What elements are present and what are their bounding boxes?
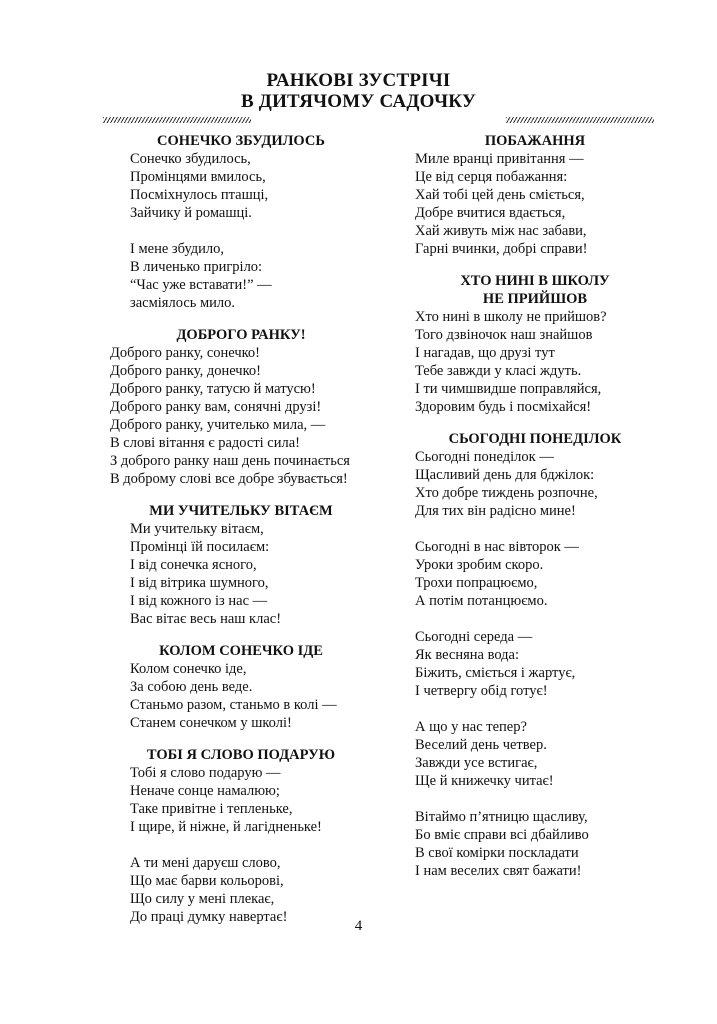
- poem-stanza: [415, 448, 655, 520]
- poem-heading-line: ХТО НИНІ В ШКОЛУ: [460, 273, 610, 289]
- poem-line: І нам веселих свят бажати!: [415, 863, 582, 879]
- poem-heading: [110, 746, 372, 764]
- poem-line: До праці думку навертає!: [130, 909, 288, 925]
- poem-line: Як весняна вода:: [415, 647, 520, 663]
- poem-heading: [110, 132, 372, 150]
- poem-line: Це від серця побажання:: [415, 169, 568, 185]
- poem-heading-line: СОНЕЧКО ЗБУДИЛОСЬ: [157, 133, 325, 149]
- page-title-line-2: В ДИТЯЧОМУ САДОЧКУ: [240, 91, 477, 112]
- poem-line: засміялось мило.: [130, 295, 236, 311]
- poem-heading: [110, 502, 372, 520]
- poem-line: В свої комірки поскладати: [415, 845, 579, 861]
- poem-stanza: [110, 520, 372, 628]
- poem-line: А потім потанцюємо.: [415, 593, 548, 609]
- poem-line: Завжди усе встигає,: [415, 755, 538, 771]
- poem-line: Хай живуть між нас забави,: [415, 223, 587, 239]
- poem-stanza: [110, 150, 372, 222]
- poem-section: [415, 272, 655, 416]
- poem-line: Зайчику й ромашці.: [130, 205, 252, 221]
- poem-heading-line: КОЛОМ СОНЕЧКО ІДЕ: [159, 643, 323, 659]
- poem-line: І від сонечка ясного,: [130, 557, 257, 573]
- poem-line: Станем сонечком у школі!: [130, 715, 292, 731]
- poem-line: Бо вміє справи всі дбайливо: [415, 827, 589, 843]
- poem-line: Для тих він радісно мине!: [415, 503, 576, 519]
- poem-line: Біжить, сміється і жартує,: [415, 665, 576, 681]
- poem-section: [110, 502, 372, 628]
- poem-stanza: [415, 718, 655, 790]
- poem-line: Уроки зробим скоро.: [415, 557, 544, 573]
- poem-line: А ти мені даруєш слово,: [130, 855, 281, 871]
- poem-line: За собою день веде.: [130, 679, 253, 695]
- poem-line: Тобі я слово подарую —: [130, 765, 281, 781]
- poem-line: Хто добре тиждень розпочне,: [415, 485, 598, 501]
- poem-heading-line: НЕ ПРИЙШОВ: [482, 291, 588, 307]
- poem-line: І щире, й ніжне, й лагідненьке!: [130, 819, 322, 835]
- poem-line: Хай тобі цей день сміється,: [415, 187, 585, 203]
- poem-line: Веселий день четвер.: [415, 737, 547, 753]
- poem-heading: [110, 642, 372, 660]
- poem-line: Того дзвіночок наш знайшов: [415, 327, 593, 343]
- poem-section: [415, 132, 655, 258]
- poem-line: Сьогодні середа —: [415, 629, 533, 645]
- poem-line: Що має барви кольорові,: [130, 873, 284, 889]
- poem-line: Сонечко збудилось,: [130, 151, 251, 167]
- poem-line: І мене збудило,: [130, 241, 225, 257]
- poem-heading-line: ТОБІ Я СЛОВО ПОДАРУЮ: [146, 747, 336, 763]
- poem-line: І четвергу обід готує!: [415, 683, 548, 699]
- page-title-line-1: РАНКОВІ ЗУСТРІЧІ: [266, 70, 451, 91]
- poem-line: З доброго ранку наш день починається: [110, 453, 350, 469]
- poem-heading: [415, 430, 655, 448]
- left-column: [110, 132, 372, 940]
- poem-stanza: [110, 660, 372, 732]
- poem-line: Доброго ранку, сонечко!: [110, 345, 261, 361]
- poem-line: Миле вранці привітання —: [415, 151, 584, 167]
- divider-left: [103, 117, 251, 123]
- poem-line: Що силу у мені плекає,: [130, 891, 275, 907]
- poem-line: Колом сонечко іде,: [130, 661, 247, 677]
- poem-line: Сьогодні в нас вівторок —: [415, 539, 579, 555]
- poem-stanza: [110, 240, 372, 312]
- poem-stanza: [110, 344, 372, 488]
- poem-line: Доброго ранку, донечко!: [110, 363, 261, 379]
- poem-heading-line: ДОБРОГО РАНКУ!: [176, 327, 306, 343]
- poem-line: І від кожного із нас —: [130, 593, 268, 609]
- poem-section: [110, 746, 372, 926]
- poem-stanza: [415, 308, 655, 416]
- poem-line: Щасливий день для бджілок:: [415, 467, 595, 483]
- poem-line: Трохи попрацюємо,: [415, 575, 538, 591]
- poem-line: В личенько пригріло:: [130, 259, 263, 275]
- poem-line: Ми учительку вітаєм,: [130, 521, 264, 537]
- poem-stanza: [110, 854, 372, 926]
- poem-line: Здоровим будь і посміхайся!: [415, 399, 592, 415]
- poem-line: І ти чимшвидше поправляйся,: [415, 381, 602, 397]
- poem-line: Сьогодні понеділок —: [415, 449, 554, 465]
- poem-line: Доброго ранку вам, сонячні друзі!: [110, 399, 322, 415]
- poem-line: А що у нас тепер?: [415, 719, 527, 735]
- poem-heading-line: МИ УЧИТЕЛЬКУ ВІТАЄМ: [149, 503, 333, 519]
- poem-section: [110, 642, 372, 732]
- poem-line: Ще й книжечку читає!: [415, 773, 554, 789]
- poem-line: Таке привітне і тепленьке,: [130, 801, 293, 817]
- page-title: [0, 70, 717, 112]
- poem-line: Промінцями вмилось,: [130, 169, 266, 185]
- poem-line: Посміхнулось пташці,: [130, 187, 269, 203]
- poem-line: І нагадав, що друзі тут: [415, 345, 555, 361]
- poem-stanza: [110, 764, 372, 836]
- poem-heading-line: СЬОГОДНІ ПОНЕДІЛОК: [448, 431, 622, 447]
- poem-section: [110, 132, 372, 312]
- poem-line: Гарні вчинки, добрі справи!: [415, 241, 588, 257]
- poem-heading: [415, 272, 655, 308]
- page-number: 4: [354, 918, 363, 934]
- poem-heading: [415, 132, 655, 150]
- poem-line: “Час уже вставати!” —: [130, 277, 272, 293]
- poem-line: Неначе сонце намалюю;: [130, 783, 280, 799]
- poem-line: Промінці їй посилаєм:: [130, 539, 270, 555]
- poem-line: Вас вітає весь наш клас!: [130, 611, 282, 627]
- poem-section: [415, 430, 655, 880]
- poem-heading: [110, 326, 372, 344]
- poem-stanza: [415, 808, 655, 880]
- poem-line: В доброму слові все добре збувається!: [110, 471, 348, 487]
- poem-stanza: [415, 538, 655, 610]
- poem-line: Доброго ранку, учителько мила, —: [110, 417, 326, 433]
- poem-line: Тебе завжди у класі ждуть.: [415, 363, 582, 379]
- poem-section: [110, 326, 372, 488]
- poem-line: Станьмо разом, станьмо в колі —: [130, 697, 337, 713]
- poem-line: Вітаймо п’ятницю щасливу,: [415, 809, 588, 825]
- right-column: [415, 132, 655, 894]
- poem-line: Хто нині в школу не прийшов?: [415, 309, 607, 325]
- poem-line: Доброго ранку, татусю й матусю!: [110, 381, 316, 397]
- poem-line: І від вітрика шумного,: [130, 575, 269, 591]
- poem-stanza: [415, 628, 655, 700]
- divider-right: [506, 117, 654, 123]
- poem-line: Добре вчитися вдається,: [415, 205, 566, 221]
- poem-line: В слові вітання є радості сила!: [110, 435, 301, 451]
- poem-heading-line: ПОБАЖАННЯ: [484, 133, 586, 149]
- poem-stanza: [415, 150, 655, 258]
